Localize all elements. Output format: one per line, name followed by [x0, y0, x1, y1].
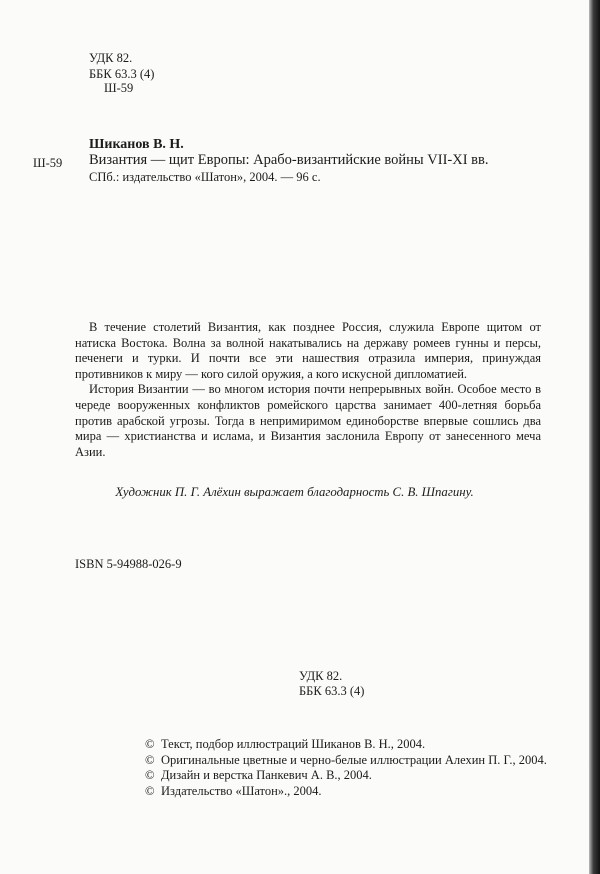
copyright-line [145, 737, 547, 753]
copyright-line [145, 784, 547, 800]
annotation-paragraph-2: История Византии — во многом история почти непрерывных войн. Особое место в череде вооруженных конфликтов ромейского царства занимает 400-летняя борьба против арабской угрозы. Тогда в непримиримом единоборстве впервые сошлись два мира — христианства и ислама, и Византия заслонила Европу от занесенного меча Азии. [75, 382, 541, 459]
catalog-author-sign: Ш-59 [33, 156, 63, 170]
annotation [75, 320, 541, 460]
annotation-paragraph-1: В течение столетий Византия, как позднее Россия, служила Европе щитом от натиска Востока. Волна за волной накатывались на державу ромеев гунны и персы, печенеги и турки. И почти все эти нашествия отразила империя, принуждая противников к миру — кого силой оружия, а кого искусной дипломатией. [75, 320, 541, 381]
copyright-text: Издательство «Шатон»., 2004. [161, 783, 322, 798]
copyright-icon: © [145, 737, 155, 751]
catalog-title: Византия — щит Европы: Арабо-византийские войны VII-XI вв. [89, 152, 489, 168]
copyright-line [145, 753, 547, 769]
copyright-text: Оригинальные цветные и черно-белые иллюстрации Алехин П. Г., 2004. [161, 752, 547, 767]
bbk-code-bottom: ББК 63.3 (4) [299, 684, 365, 698]
catalog-author: Шиканов В. Н. [89, 137, 184, 152]
bbk-code-top: ББК 63.3 (4) [89, 67, 155, 81]
catalog-imprint: СПб.: издательство «Шатон», 2004. — 96 с. [89, 170, 321, 184]
copyright-icon: © [145, 768, 155, 783]
copyright-list [145, 737, 547, 799]
copyright-line [145, 768, 547, 784]
copyright-text: Дизайн и верстка Панкевич А. В., 2004. [161, 768, 372, 783]
page-edge-shadow [589, 0, 600, 874]
author-sign-top: Ш-59 [104, 81, 134, 95]
udk-code-bottom: УДК 82. [299, 669, 343, 683]
udk-code-top: УДК 82. [89, 51, 133, 65]
copyright-text: Текст, подбор иллюстраций Шиканов В. Н., 2004. [161, 737, 426, 751]
isbn: ISBN 5-94988-026-9 [75, 557, 182, 571]
copyright-icon: © [145, 752, 155, 767]
copyright-icon: © [145, 783, 155, 798]
acknowledgement: Художник П. Г. Алёхин выражает благодарность С. В. Шпагину. [115, 485, 474, 499]
